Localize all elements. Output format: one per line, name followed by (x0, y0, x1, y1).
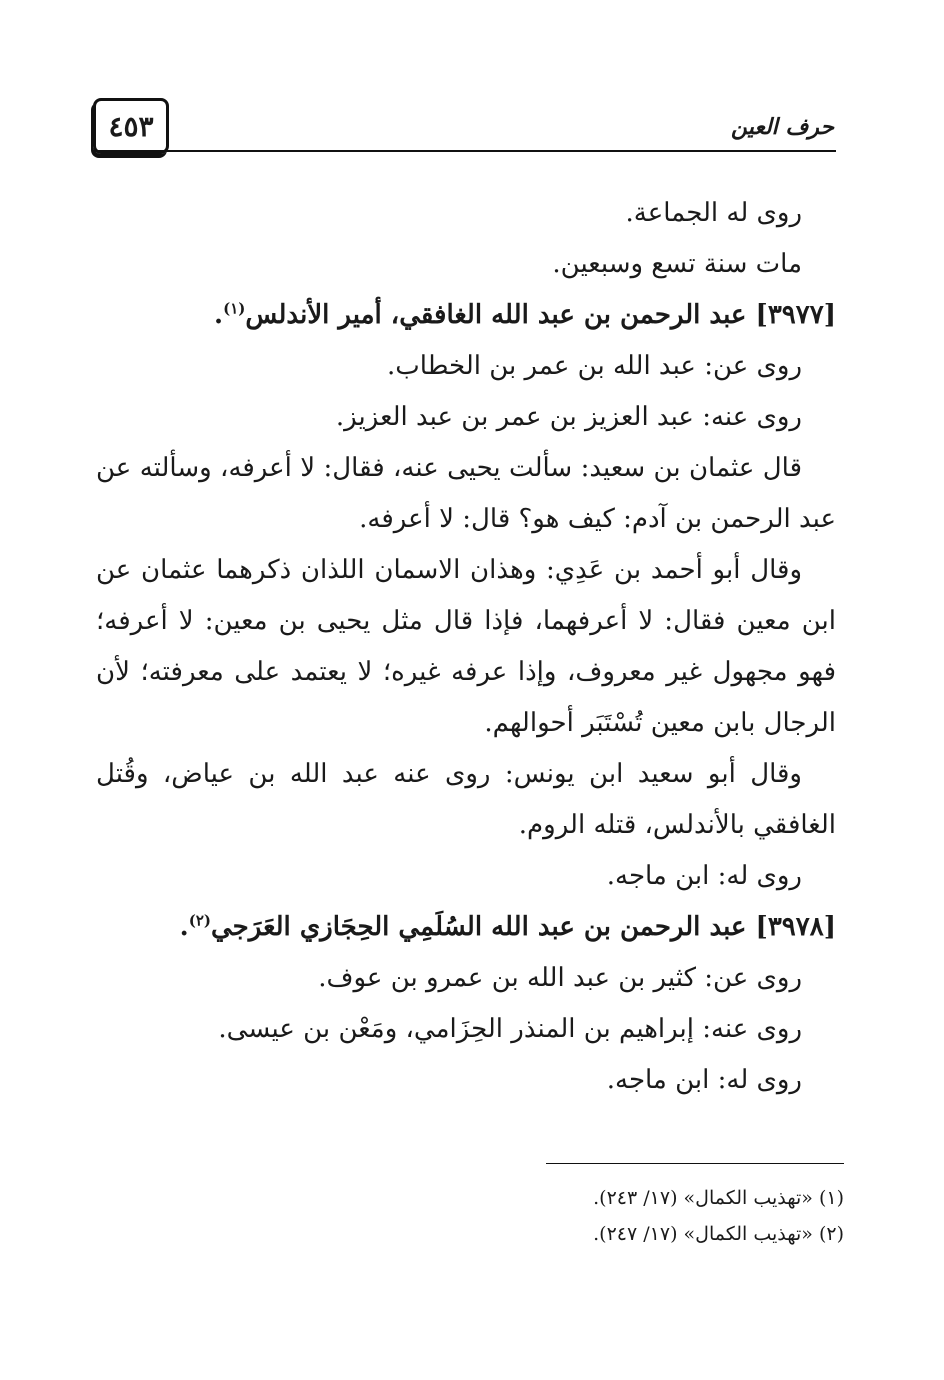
footnote-ref: (٢) (188, 911, 211, 930)
paragraph: وقال أبو أحمد بن عَدِي: وهذان الاسمان اللذان ذكرهما عثمان عن ابن معين فقال: لا أعرفهما، فإذا قال مثل يحيى بن معين: لا أعرفه؛ فهو مجهول غير معروف، وإذا عرفه غيره؛ لا يعتمد على معرفته؛ لأن الرجال بابن معين تُسْتَبَر أحوالهم. (96, 555, 836, 738)
page-number-text: ٤٥٣ (108, 109, 154, 143)
entry-name: عبد الرحمن بن عبد الله الغافقي، أمير الأندلس (245, 300, 747, 330)
paragraph: روى عنه: عبد العزيز بن عمر بن عبد العزيز. (335, 402, 802, 432)
paragraph: روى عن: كثير بن عبد الله بن عمرو بن عوف. (318, 963, 802, 993)
paragraph: مات سنة تسع وسبعين. (552, 249, 802, 279)
paragraph: روى عنه: إبراهيم بن المنذر الحِزَامي، ومَعْن بن عيسى. (218, 1014, 802, 1044)
main-text (96, 188, 836, 1106)
paragraph: روى عن: عبد الله بن عمر بن الخطاب. (387, 351, 802, 381)
paragraph: قال عثمان بن سعيد: سألت يحيى عنه، فقال: لا أعرفه، وسألته عن عبد الرحمن بن آدم: كيف هو؟ قال: لا أعرفه. (96, 453, 836, 534)
entry-number: [٣٩٧٧] (755, 300, 836, 330)
page-number (93, 98, 169, 154)
paragraph: وقال أبو سعيد ابن يونس: روى عنه عبد الله بن عياض، وقُتل الغافقي بالأندلس، قتله الروم. (96, 759, 836, 840)
footnote-ref: (١) (223, 299, 246, 318)
entry-heading (96, 902, 836, 953)
paragraph: روى له: ابن ماجه. (606, 1065, 802, 1095)
footnote: (٢) «تهذيب الكمال» (١٧/ ٢٤٧). (593, 1223, 844, 1245)
entry-number: [٣٩٧٨] (755, 912, 836, 942)
running-title: حرف العين (730, 114, 834, 140)
entry-end: . (179, 912, 189, 942)
footnote-rule (546, 1163, 844, 1164)
entry-name: عبد الرحمن بن عبد الله السُلَمِي الحِجَازي العَرَجي (211, 912, 747, 942)
paragraph: روى له الجماعة. (625, 198, 802, 228)
entry-heading (96, 290, 836, 341)
paragraph: روى له: ابن ماجه. (606, 861, 802, 891)
footnotes (244, 1180, 844, 1252)
entry-end: . (214, 300, 224, 330)
footnote: (١) «تهذيب الكمال» (١٧/ ٢٤٣). (593, 1187, 844, 1209)
header-rule (92, 150, 836, 152)
